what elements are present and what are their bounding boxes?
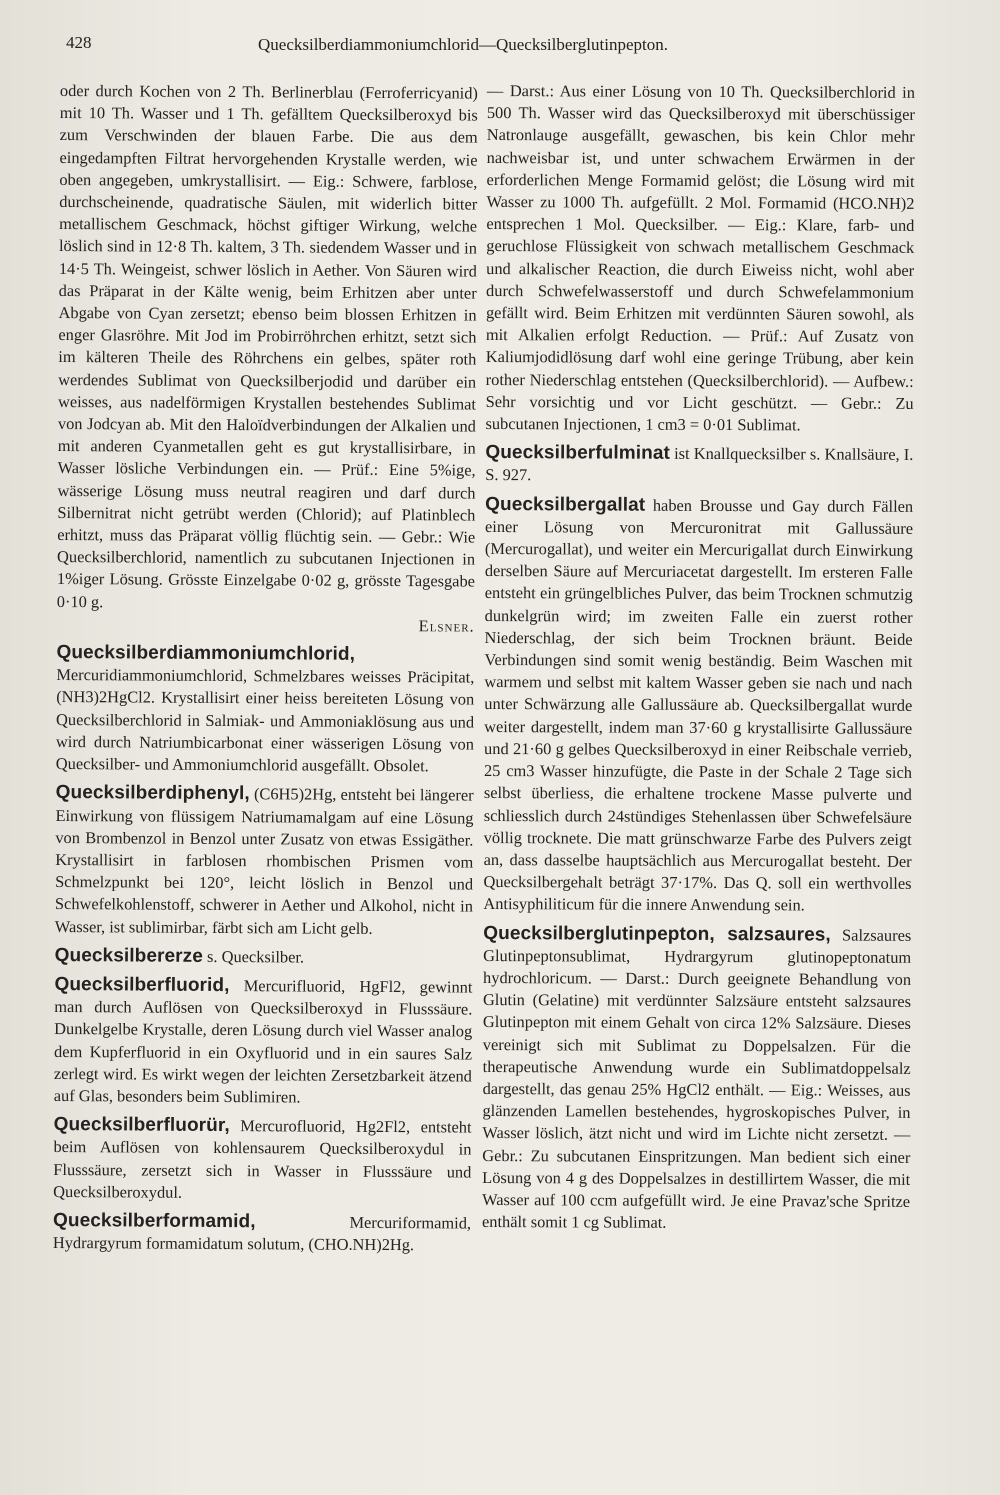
- entry-headword: Quecksilbererze: [54, 944, 204, 967]
- entry-headword: Quecksilberglutinpepton, salzsaures,: [483, 922, 831, 946]
- entry-quecksilberfulminat: [485, 442, 913, 488]
- entry-quecksilberglutinpepton: [482, 923, 911, 1236]
- entry-body: (C6H5)2Hg, entsteht bei längerer Einwirkung von flüssigem Natriumamalgam auf eine Lösung von Brombenzol in Benzol unter Zusatz von etwas Essigäther. Krystallisirt in farblosen rhombischen Prismen vom Schmelzpunkt bei 120°, leicht löslich in Benzol und Schwefelkohlenstoff, schwerer in Aether und Alkohol, nicht in Wasser, ist sublimirbar, färbt sich am Licht gelb.: [54, 784, 474, 938]
- entry-quecksilberdiammoniumchlorid: [56, 642, 475, 778]
- entry-body: Mercuriformamid, Hydrargyrum formamidatum solutum, (CHO.NH)2Hg.: [52, 1212, 472, 1255]
- continued-entry-text: oder durch Kochen von 2 Th. Berlinerblau (Ferroferricyanid) mit 10 Th. Wasser und 1 Th. gefälltem Quecksilberoxyd bis zum Verschwinden der blauen Farbe. Die aus dem eingedampften Filtrat hervorgehenden Krystalle werden, wie oben angegeben, umkrystallisirt. — Eig.: Schwere, farblose, durchscheinende, quadratische Säulen, mit widerlich bitter metallischem Geschmack, höchst giftiger Wirkung, welche löslich sind in 12·8 Th. kaltem, 3 Th. siedendem Wasser und in 14·5 Th. Weingeist, schwer löslich in Aether. Von Säuren wird das Präparat in der Kälte wenig, beim Erhitzen aber unter Abgabe von Cyan zersetzt; ebenso beim blossen Erhitzen in enger Glasröhre. Mit Jod im Probirröhrchen erhitzt, setzt sich im kälteren Theile des Röhrchens ein gelbes, später roth werdendes Sublimat von Quecksilberjodid und darüber ein weisses, aus nadelförmigen Krystallen bestehendes Sublimat von Jodcyan ab. Mit den Haloïdverbindungen der Alkalien und mit anderen Cyanmetallen geht es gut krystallisirbare, in Wasser lösliche Verbindungen ein. — Prüf.: Eine 5%ige, wässerige Lösung muss neutral reagiren und darf durch Silbernitrat nicht getrübt werden (Chlorid); auf Platinblech erhitzt, muss das Präparat völlig flüchtig sein. — Gebr.: Wie Quecksilberchlorid, namentlich zu subcutanen Injectionen in 1%iger Lösung. Grösste Einzelgabe 0·02 g, grösste Tagesgabe 0·10 g.: [56, 80, 478, 611]
- entry-headword: Quecksilberdiphenyl,: [55, 782, 250, 805]
- entry-headword: Quecksilberfluorür,: [53, 1114, 230, 1137]
- page-header: [0, 33, 1000, 59]
- entry-headword: Quecksilberdiammoniumchlorid,: [56, 642, 356, 665]
- entry-quecksilberfluoruer: [53, 1114, 472, 1205]
- entry-headword: Quecksilberformamid,: [52, 1209, 256, 1233]
- entry-quecksilbergallat: [483, 494, 913, 918]
- entry-body: ist Knallquecksilber s. Knallsäure, I. S. 927.: [485, 444, 914, 485]
- right-column: [482, 80, 915, 1235]
- entry-body: haben Brousse und Gay durch Fällen einer Lösung von Mercuronitrat mit Gallussäure (Mercurogallat), und weiter ein Mercurigallat durch Einwirkung derselben Säure auf Mercuriacetat dargestellt. Im ersteren Falle entsteht ein grüngelbliches Pulver, das beim Trocknen schmutzig dunkelgrün wird; im zweiten Falle ein zuerst rother Niederschlag, der sich beim Trocknen bräunt. Beide Verbindungen sind somit wenig beständig. Beim Waschen mit warmem und selbst mit kaltem Wasser geben sie nach und nach unter Schwärzung alle Gallussäure ab. Quecksilbergallat wurde weiter dargestellt, indem man 37·60 g krystallisirte Gallussäure und 21·60 g gelbes Quecksilberoxyd in einer Reibschale verrieb, 25 cm3 Wasser hinzufügte, die Paste in der Schale 2 Tage sich selbst überliess, die erhaltene trockene Masse pulverte und schliesslich durch 24stündiges Stehenlassen über Schwefelsäure völlig trocknete. Die matt grünschwarze Farbe des Pulvers zeigt an, dass dasselbe hauptsächlich aus Mercurogallat besteht. Der Quecksilbergehalt beträgt 37·17%. Das Q. soll ein werthvolles Antisyphiliticum für die innere Anwendung sein.: [483, 495, 914, 915]
- entry-quecksilbererze: [55, 945, 473, 970]
- entry-quecksilberdiphenyl: [55, 782, 474, 940]
- page-number: 428: [66, 33, 92, 52]
- entry-headword: Quecksilberfluorid,: [54, 973, 230, 996]
- author-signature: Elsner.: [418, 616, 475, 636]
- entry-body: Mercurifluorid, HgFl2, gewinnt man durch Auflösen von Quecksilberoxyd in Flusssäure. Dunkelgelbe Krystalle, deren Lösung durch viel Wasser analog dem Kupferfluorid in ein Oxyfluorid und in ein saures Salz zerlegt wird. Es wirkt wegen der leichten Zersetzbarkeit ätzend auf Glas, besonders beim Sublimiren.: [53, 976, 473, 1107]
- entry-body: Mercuridiammoniumchlorid, Schmelzbares weisses Präcipitat, (NH3)2HgCl2. Krystallisirt einer heiss bereiteten Lösung von Quecksilberchlorid in Salmiak- und Ammoniaklösung aus und wird durch Natriumbicarbonat einer wässerigen Lösung von Quecksilber- und Ammoniumchlorid ausgefällt. Obsolet.: [55, 665, 475, 776]
- entry-quecksilberformamid: [53, 1210, 471, 1257]
- running-title: Quecksilberdiammoniumchlorid—Quecksilberglutinpepton.: [258, 35, 668, 54]
- entry-quecksilberfluorid: [54, 974, 473, 1110]
- entry-headword: Quecksilbergallat: [485, 493, 646, 516]
- entry-body: s. Quecksilber.: [207, 946, 305, 967]
- entry-body: Salzsaures Glutinpeptonsublimat, Hydrargyrum glutinopeptonatum hydrochloricum. — Darst.: Durch geeignete Behandlung von Glutin (Gelatine) mit verdünnter Salzsäure entsteht salzsaures Glutinpepton mit einem Gehalt von circa 12% Salzsäure. Dieses vereinigt sich mit Sublimat zu Doppelsalzen. Für die therapeutische Anwendung wurde ein Sublimatdoppelsalz dargestellt, das genau 25% HgCl2 enthält. — Eig.: Weisses, aus glänzenden Lamellen bestehendes, hygroskopisches Pulver, in Wasser löslich, ätzt nicht und wird im Lichte nicht zersetzt. — Gebr.: Zu subcutanen Einspritzungen. Man bedient sich einer Lösung von 4 g des Doppelsalzes in destillirtem Wasser, die mit Wasser auf 100 ccm aufgefüllt wird. Je eine Pravaz'sche Spritze enthält somit 1 cg Sublimat.: [481, 925, 912, 1232]
- entry-body: Mercurofluorid, Hg2Fl2, entsteht beim Auflösen von kohlensaurem Quecksilberoxydul in Flusssäure, zersetzt sich in Wasser in Flusssäure und Quecksilberoxydul.: [53, 1116, 472, 1202]
- continued-entry-text: — Darst.: Aus einer Lösung von 10 Th. Quecksilberchlorid in 500 Th. Wasser wird das Quecksilberoxyd mit überschüssiger Natronlauge ausgefällt, gewaschen, bis kein Chlor mehr nachweisbar ist, und unter schwachem Erwärmen in der erforderlichen Menge Formamid gelöst; die Lösung wird mit Wasser zu 1000 Th. aufgefüllt. 2 Mol. Formamid (HCO.NH)2 entsprechen 1 Mol. Quecksilber. — Eig.: Klare, farb- und geruchlose Flüssigkeit von schwach metallischem Geschmack und alkalischer Reaction, die durch Eiweiss nicht, wohl aber durch Schwefelwasserstoff und durch Schwefelammonium gefällt wird. Beim Erhitzen mit verdünnten Säuren sowohl, als mit Alkalien erfolgt Reduction. — Prüf.: Auf Zusatz von Kaliumjodidlösung darf wohl eine geringe Trübung, aber kein rother Niederschlag entstehen (Quecksilberchlorid). — Aufbew.: Sehr vorsichtig und vor Licht geschützt. — Gebr.: Zu subcutanen Injectionen, 1 cm3 = 0·01 Sublimat.: [485, 80, 915, 435]
- entry-headword: Quecksilberfulminat: [485, 442, 670, 465]
- left-column: [53, 80, 478, 1257]
